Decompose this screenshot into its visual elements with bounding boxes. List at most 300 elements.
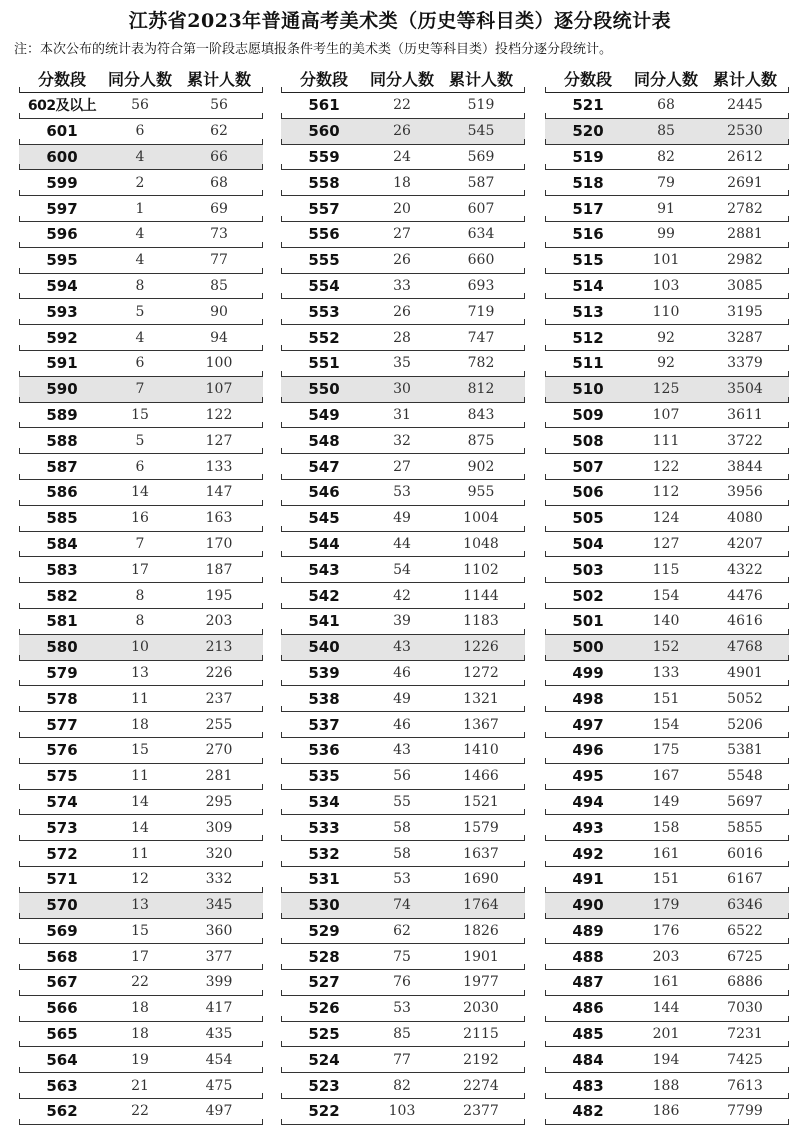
score-cell: 559 <box>308 147 340 166</box>
same-count-cell: 22 <box>131 974 149 991</box>
table-row <box>19 970 263 996</box>
cumulative-count-cell: 902 <box>467 458 495 475</box>
score-cell: 506 <box>572 483 604 502</box>
same-count-cell: 179 <box>652 897 680 914</box>
table-row <box>19 1047 263 1073</box>
cumulative-count-cell: 5206 <box>727 716 763 733</box>
table-row <box>281 428 525 454</box>
score-cell: 512 <box>572 328 604 347</box>
table-row <box>281 609 525 635</box>
table-row <box>281 480 525 506</box>
score-cell: 541 <box>308 612 340 631</box>
score-cell: 581 <box>46 612 78 631</box>
score-cell: 509 <box>572 405 604 424</box>
cumulative-count-cell: 6725 <box>727 948 763 965</box>
score-cell: 551 <box>308 354 340 373</box>
cumulative-count-cell: 2377 <box>463 1103 499 1120</box>
score-cell: 573 <box>46 818 78 837</box>
score-cell: 547 <box>308 457 340 476</box>
same-count-cell: 201 <box>652 1026 680 1043</box>
table-row <box>19 661 263 687</box>
score-cell: 554 <box>308 276 340 295</box>
same-count-cell: 161 <box>652 845 680 862</box>
same-count-cell: 144 <box>652 1000 680 1017</box>
same-count-cell: 58 <box>393 819 411 836</box>
same-count-cell: 62 <box>393 922 411 939</box>
cumulative-count-cell: 5052 <box>727 690 763 707</box>
cumulative-count-cell: 345 <box>205 897 233 914</box>
cumulative-count-cell: 497 <box>205 1103 233 1120</box>
cumulative-count-cell: 607 <box>467 200 495 217</box>
table-row <box>281 1099 525 1125</box>
table-row <box>545 1073 789 1099</box>
same-count-cell: 75 <box>393 948 411 965</box>
same-count-cell: 6 <box>135 355 145 372</box>
table-row <box>281 1047 525 1073</box>
cumulative-count-cell: 2445 <box>727 97 763 114</box>
same-count-cell: 194 <box>652 1051 680 1068</box>
table-row <box>281 970 525 996</box>
score-cell: 567 <box>46 973 78 992</box>
cumulative-count-cell: 122 <box>205 406 233 423</box>
same-count-cell: 13 <box>131 664 149 681</box>
table-row <box>545 557 789 583</box>
table-row <box>545 377 789 403</box>
score-cell: 516 <box>572 225 604 244</box>
score-cell: 568 <box>46 947 78 966</box>
same-count-cell: 26 <box>393 123 411 140</box>
table-row <box>281 1022 525 1048</box>
same-count-cell: 92 <box>657 329 675 346</box>
cumulative-count-cell: 1637 <box>463 845 499 862</box>
cumulative-count-cell: 6346 <box>727 897 763 914</box>
table-row <box>545 738 789 764</box>
table-row <box>545 274 789 300</box>
same-count-cell: 32 <box>393 432 411 449</box>
same-count-cell: 85 <box>657 123 675 140</box>
score-cell: 511 <box>572 354 604 373</box>
cumulative-count-cell: 1272 <box>463 664 499 681</box>
same-count-cell: 7 <box>135 535 145 552</box>
cumulative-count-cell: 6016 <box>727 845 763 862</box>
cumulative-count-cell: 147 <box>205 484 233 501</box>
cumulative-count-cell: 5697 <box>727 793 763 810</box>
same-count-cell: 127 <box>652 535 680 552</box>
cumulative-count-cell: 1183 <box>463 613 499 630</box>
cumulative-count-cell: 545 <box>467 123 495 140</box>
table-row <box>545 119 789 145</box>
cumulative-count-cell: 77 <box>210 252 228 269</box>
table-row <box>19 93 263 119</box>
score-cell: 582 <box>46 586 78 605</box>
same-count-cell: 27 <box>393 458 411 475</box>
same-count-cell: 82 <box>657 148 675 165</box>
table-row <box>545 841 789 867</box>
same-count-cell: 112 <box>652 484 680 501</box>
score-cell: 542 <box>308 586 340 605</box>
score-cell: 583 <box>46 560 78 579</box>
same-count-cell: 6 <box>135 458 145 475</box>
same-count-cell: 20 <box>393 200 411 217</box>
same-count-cell: 161 <box>652 974 680 991</box>
score-cell: 499 <box>572 663 604 682</box>
score-cell: 488 <box>572 947 604 966</box>
table-row <box>281 170 525 196</box>
cumulative-count-cell: 360 <box>205 922 233 939</box>
cumulative-count-cell: 295 <box>205 793 233 810</box>
same-count-cell: 151 <box>652 690 680 707</box>
table-row <box>281 764 525 790</box>
cumulative-count-cell: 163 <box>205 510 233 527</box>
cumulative-count-cell: 1521 <box>463 793 499 810</box>
cumulative-count-cell: 4322 <box>727 561 763 578</box>
table-row <box>19 170 263 196</box>
cumulative-count-cell: 56 <box>210 97 228 114</box>
score-cell: 498 <box>572 689 604 708</box>
cumulative-count-cell: 1410 <box>463 742 499 759</box>
table-row <box>281 299 525 325</box>
cumulative-count-cell: 213 <box>205 639 233 656</box>
cumulative-count-cell: 107 <box>205 381 233 398</box>
cumulative-count-cell: 454 <box>205 1051 233 1068</box>
table-row <box>19 815 263 841</box>
table-row <box>545 222 789 248</box>
score-cell: 515 <box>572 251 604 270</box>
score-cell: 503 <box>572 560 604 579</box>
same-count-cell: 43 <box>393 742 411 759</box>
score-cell: 594 <box>46 276 78 295</box>
cumulative-count-cell: 435 <box>205 1026 233 1043</box>
score-cell: 545 <box>308 509 340 528</box>
same-count-cell: 26 <box>393 252 411 269</box>
table-row <box>281 893 525 919</box>
score-cell: 497 <box>572 715 604 734</box>
same-count-cell: 18 <box>131 1026 149 1043</box>
same-count-cell: 176 <box>652 922 680 939</box>
table-row <box>545 583 789 609</box>
table-row <box>545 299 789 325</box>
same-count-cell: 79 <box>657 174 675 191</box>
score-cell: 489 <box>572 921 604 940</box>
cumulative-count-cell: 1048 <box>463 535 499 552</box>
table-row <box>545 351 789 377</box>
same-count-cell: 111 <box>652 432 680 449</box>
same-count-cell: 99 <box>657 226 675 243</box>
cumulative-count-cell: 7613 <box>727 1077 763 1094</box>
page-title: 江苏省2023年普通高考美术类（历史等科目类）逐分段统计表 <box>128 10 672 32</box>
cumulative-count-cell: 7425 <box>727 1051 763 1068</box>
cumulative-count-cell: 3611 <box>727 406 763 423</box>
same-count-cell: 115 <box>652 561 680 578</box>
table-row <box>281 790 525 816</box>
cumulative-count-cell: 4207 <box>727 535 763 552</box>
cumulative-count-cell: 417 <box>205 1000 233 1017</box>
same-count-cell: 11 <box>131 768 149 785</box>
cumulative-count-cell: 69 <box>210 200 228 217</box>
table-row <box>19 583 263 609</box>
score-cell: 586 <box>46 483 78 502</box>
score-cell: 501 <box>572 612 604 631</box>
score-table-column-3 <box>545 64 789 1125</box>
cumulative-count-cell: 90 <box>210 303 228 320</box>
table-row <box>19 248 263 274</box>
table-row <box>19 428 263 454</box>
cumulative-count-cell: 1144 <box>463 587 499 604</box>
table-row <box>281 996 525 1022</box>
table-row <box>545 454 789 480</box>
score-cell: 569 <box>46 921 78 940</box>
score-cell: 575 <box>46 767 78 786</box>
same-count-cell: 133 <box>652 664 680 681</box>
score-cell: 514 <box>572 276 604 295</box>
table-row <box>19 841 263 867</box>
score-cell: 579 <box>46 663 78 682</box>
score-cell: 520 <box>572 122 604 141</box>
table-row <box>281 635 525 661</box>
score-cell: 585 <box>46 509 78 528</box>
score-cell: 508 <box>572 431 604 450</box>
header-cumulative-count: 累计人数 <box>712 69 777 89</box>
same-count-cell: 22 <box>393 97 411 114</box>
score-cell: 552 <box>308 328 340 347</box>
cumulative-count-cell: 2782 <box>727 200 763 217</box>
score-cell: 490 <box>572 896 604 915</box>
cumulative-count-cell: 1764 <box>463 897 499 914</box>
table-row <box>281 686 525 712</box>
same-count-cell: 14 <box>131 793 149 810</box>
same-count-cell: 77 <box>393 1051 411 1068</box>
same-count-cell: 54 <box>393 561 411 578</box>
score-cell: 532 <box>308 844 340 863</box>
table-row <box>19 790 263 816</box>
table-row <box>545 712 789 738</box>
score-cell: 507 <box>572 457 604 476</box>
score-cell: 528 <box>308 947 340 966</box>
cumulative-count-cell: 4476 <box>727 587 763 604</box>
cumulative-count-cell: 475 <box>205 1077 233 1094</box>
cumulative-count-cell: 3956 <box>727 484 763 501</box>
table-row <box>19 196 263 222</box>
cumulative-count-cell: 127 <box>205 432 233 449</box>
same-count-cell: 76 <box>393 974 411 991</box>
score-cell: 522 <box>308 1102 340 1121</box>
same-count-cell: 4 <box>135 226 145 243</box>
cumulative-count-cell: 399 <box>205 974 233 991</box>
cumulative-count-cell: 203 <box>205 613 233 630</box>
cumulative-count-cell: 6886 <box>727 974 763 991</box>
score-cell: 562 <box>46 1102 78 1121</box>
table-row <box>545 790 789 816</box>
table-row <box>281 403 525 429</box>
score-cell: 601 <box>46 122 78 141</box>
table-row <box>19 454 263 480</box>
same-count-cell: 167 <box>652 768 680 785</box>
same-count-cell: 46 <box>393 664 411 681</box>
table-row <box>545 428 789 454</box>
score-cell: 574 <box>46 792 78 811</box>
score-cell: 534 <box>308 792 340 811</box>
cumulative-count-cell: 519 <box>467 97 495 114</box>
table-row <box>281 222 525 248</box>
same-count-cell: 15 <box>131 742 149 759</box>
same-count-cell: 18 <box>131 716 149 733</box>
table-row <box>19 145 263 171</box>
cumulative-count-cell: 85 <box>210 277 228 294</box>
table-row <box>281 583 525 609</box>
score-cell: 495 <box>572 767 604 786</box>
same-count-cell: 49 <box>393 690 411 707</box>
same-count-cell: 10 <box>131 639 149 656</box>
table-row <box>545 609 789 635</box>
cumulative-count-cell: 7799 <box>727 1103 763 1120</box>
cumulative-count-cell: 255 <box>205 716 233 733</box>
same-count-cell: 17 <box>131 948 149 965</box>
score-cell: 485 <box>572 1025 604 1044</box>
same-count-cell: 33 <box>393 277 411 294</box>
same-count-cell: 7 <box>135 381 145 398</box>
cumulative-count-cell: 1466 <box>463 768 499 785</box>
score-cell: 555 <box>308 251 340 270</box>
table-row <box>281 738 525 764</box>
same-count-cell: 203 <box>652 948 680 965</box>
score-cell: 530 <box>308 896 340 915</box>
table-row <box>19 325 263 351</box>
score-cell: 517 <box>572 199 604 218</box>
table-row <box>281 506 525 532</box>
table-row <box>281 944 525 970</box>
same-count-cell: 14 <box>131 819 149 836</box>
cumulative-count-cell: 4080 <box>727 510 763 527</box>
table-row <box>281 93 525 119</box>
cumulative-count-cell: 1826 <box>463 922 499 939</box>
cumulative-count-cell: 2030 <box>463 1000 499 1017</box>
score-cell: 564 <box>46 1050 78 1069</box>
table-row <box>545 815 789 841</box>
cumulative-count-cell: 6167 <box>727 871 763 888</box>
cumulative-count-cell: 2691 <box>727 174 763 191</box>
cumulative-count-cell: 3844 <box>727 458 763 475</box>
cumulative-count-cell: 73 <box>210 226 228 243</box>
cumulative-count-cell: 2612 <box>727 148 763 165</box>
table-row <box>545 996 789 1022</box>
table-row <box>545 532 789 558</box>
cumulative-count-cell: 587 <box>467 174 495 191</box>
same-count-cell: 92 <box>657 355 675 372</box>
score-cell: 576 <box>46 741 78 760</box>
cumulative-count-cell: 237 <box>205 690 233 707</box>
same-count-cell: 19 <box>131 1051 149 1068</box>
table-row <box>19 764 263 790</box>
table-row <box>19 532 263 558</box>
score-cell: 504 <box>572 534 604 553</box>
cumulative-count-cell: 133 <box>205 458 233 475</box>
same-count-cell: 44 <box>393 535 411 552</box>
cumulative-count-cell: 226 <box>205 664 233 681</box>
score-cell: 546 <box>308 483 340 502</box>
same-count-cell: 1 <box>135 200 145 217</box>
table-row <box>281 867 525 893</box>
same-count-cell: 56 <box>131 97 149 114</box>
same-count-cell: 4 <box>135 148 145 165</box>
score-cell: 580 <box>46 638 78 657</box>
cumulative-count-cell: 2274 <box>463 1077 499 1094</box>
score-cell: 531 <box>308 870 340 889</box>
table-row <box>545 686 789 712</box>
score-cell: 593 <box>46 302 78 321</box>
cumulative-count-cell: 955 <box>467 484 495 501</box>
same-count-cell: 107 <box>652 406 680 423</box>
score-cell: 538 <box>308 689 340 708</box>
score-cell: 519 <box>572 147 604 166</box>
cumulative-count-cell: 2192 <box>463 1051 499 1068</box>
score-cell: 535 <box>308 767 340 786</box>
score-cell: 563 <box>46 1076 78 1095</box>
score-cell: 566 <box>46 999 78 1018</box>
score-cell: 492 <box>572 844 604 863</box>
same-count-cell: 85 <box>393 1026 411 1043</box>
score-cell: 588 <box>46 431 78 450</box>
header-same-count: 同分人数 <box>633 69 698 89</box>
same-count-cell: 24 <box>393 148 411 165</box>
cumulative-count-cell: 3195 <box>727 303 763 320</box>
same-count-cell: 53 <box>393 871 411 888</box>
cumulative-count-cell: 2115 <box>463 1026 499 1043</box>
table-row <box>19 738 263 764</box>
same-count-cell: 158 <box>652 819 680 836</box>
score-cell: 590 <box>46 380 78 399</box>
same-count-cell: 53 <box>393 1000 411 1017</box>
cumulative-count-cell: 309 <box>205 819 233 836</box>
cumulative-count-cell: 2881 <box>727 226 763 243</box>
table-row <box>545 170 789 196</box>
score-cell: 521 <box>572 96 604 115</box>
table-row <box>281 248 525 274</box>
same-count-cell: 140 <box>652 613 680 630</box>
same-count-cell: 74 <box>393 897 411 914</box>
score-cell: 525 <box>308 1025 340 1044</box>
table-row <box>545 867 789 893</box>
score-cell: 523 <box>308 1076 340 1095</box>
table-row <box>19 609 263 635</box>
table-row <box>19 686 263 712</box>
cumulative-count-cell: 320 <box>205 845 233 862</box>
same-count-cell: 5 <box>135 303 145 320</box>
same-count-cell: 103 <box>652 277 680 294</box>
header-score-range: 分数段 <box>299 69 348 89</box>
table-row <box>19 867 263 893</box>
score-cell: 553 <box>308 302 340 321</box>
score-cell: 533 <box>308 818 340 837</box>
header-score-range: 分数段 <box>563 69 612 89</box>
table-row <box>545 1022 789 1048</box>
cumulative-count-cell: 3287 <box>727 329 763 346</box>
same-count-cell: 42 <box>393 587 411 604</box>
score-cell: 500 <box>572 638 604 657</box>
score-cell: 600 <box>46 147 78 166</box>
cumulative-count-cell: 2982 <box>727 252 763 269</box>
score-cell: 537 <box>308 715 340 734</box>
score-cell: 595 <box>46 251 78 270</box>
table-row <box>19 274 263 300</box>
score-cell: 584 <box>46 534 78 553</box>
same-count-cell: 103 <box>388 1103 416 1120</box>
score-cell: 561 <box>308 96 340 115</box>
score-cell: 487 <box>572 973 604 992</box>
table-header <box>545 64 789 93</box>
table-row <box>545 635 789 661</box>
cumulative-count-cell: 3504 <box>727 381 763 398</box>
score-table-column-1 <box>19 64 263 1125</box>
